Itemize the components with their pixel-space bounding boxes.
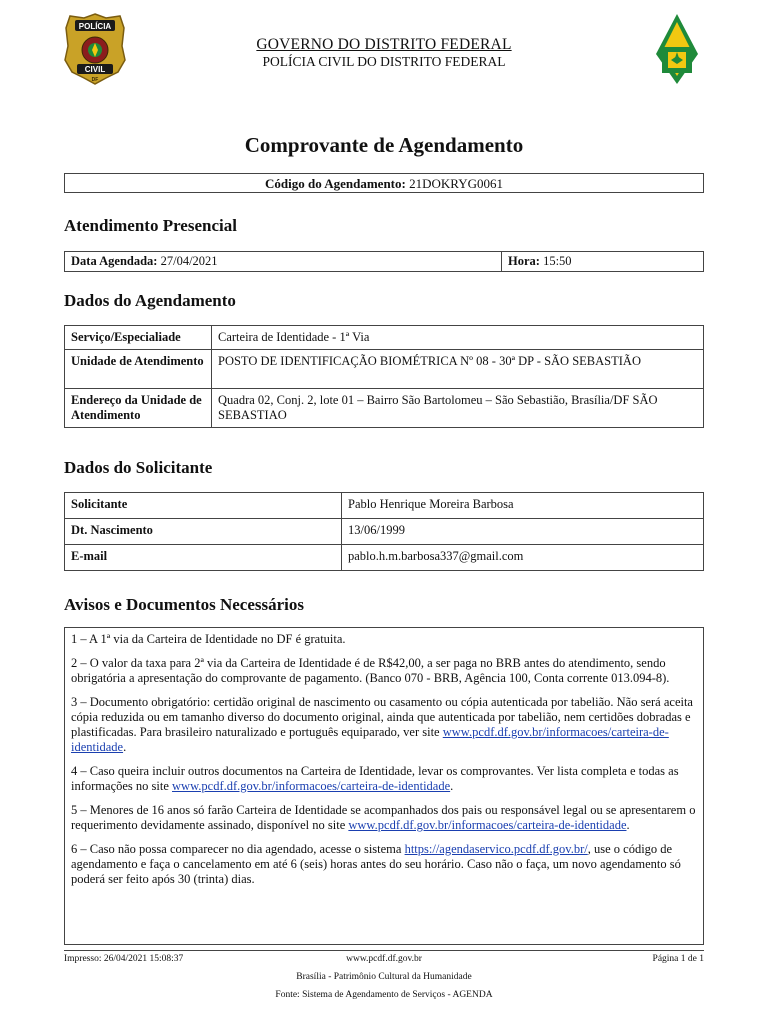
government-title: GOVERNO DO DISTRITO FEDERAL (256, 36, 512, 53)
page-title: Comprovante de Agendamento (244, 133, 524, 157)
unit-value: POSTO DE IDENTIFICAÇÃO BIOMÉTRICA Nº 08 - 30ª DP - SÃO SEBASTIÃO (212, 350, 704, 389)
notice-3-link[interactable]: www.pcdf.df.gov.br/informacoes/carteira-de-identidade (71, 725, 669, 754)
badge-text-bottom: CIVIL (84, 65, 106, 74)
birthdate-label: Dt. Nascimento (65, 519, 342, 545)
notices-box (64, 627, 704, 945)
requester-label: Solicitante (65, 493, 342, 519)
date-value: 27/04/2021 (160, 254, 218, 268)
footer-heritage: Brasília - Patrimônio Cultural da Humanidade (296, 972, 472, 982)
notice-5-end: . (626, 818, 630, 832)
notice-6-end: , use o código de agendamento e faça o cancelamento em até 6 (seis) horas antes do seu horário. Caso não o faça, um novo agendamento só poderá ser feito após 30 (trinta) dias. (71, 842, 681, 886)
notice-3 (71, 695, 697, 755)
requester-table (64, 492, 704, 571)
notice-6-text: 6 – Caso não possa comparecer no dia agendado, acesse o sistema (71, 842, 405, 856)
time-label: Hora: (508, 254, 540, 268)
notice-5-link[interactable]: www.pcdf.df.gov.br/informacoes/carteira-de-identidade (348, 818, 627, 832)
notice-4-end: . (450, 779, 454, 793)
email-value: pablo.h.m.barbosa337@gmail.com (342, 545, 704, 571)
notice-6 (71, 842, 697, 887)
schedule-table (64, 251, 704, 272)
unit-label: Unidade de Atendimento (65, 350, 212, 389)
notice-4 (71, 764, 697, 794)
table-row (65, 545, 704, 571)
footer-page: Página 1 de 1 (652, 954, 704, 964)
appointment-code-box (64, 173, 704, 193)
time-value: 15:50 (543, 254, 572, 268)
table-row (65, 493, 704, 519)
section-solicitante-heading: Dados do Solicitante (64, 458, 213, 477)
badge-text-top: POLÍCIA (78, 22, 112, 31)
notice-5-text: 5 – Menores de 16 anos só farão Carteira de Identidade se acompanhados dos pais ou responsável legal ou se apresentarem o requerimento devidamente assinado, disponível no site (71, 803, 696, 832)
section-agendamento-heading: Dados do Agendamento (64, 291, 236, 310)
table-row (65, 519, 704, 545)
table-row (65, 326, 704, 350)
table-row (65, 389, 704, 428)
notice-1: 1 – A 1ª via da Carteira de Identidade no DF é gratuita. (71, 632, 346, 646)
service-label: Serviço/Especialiade (65, 326, 212, 350)
notice-3-end: . (123, 740, 127, 754)
section-avisos-heading: Avisos e Documentos Necessários (64, 595, 305, 614)
date-cell (65, 252, 502, 272)
notice-2: 2 – O valor da taxa para 2ª via da Carteira de Identidade é de R$42,00, a ser paga no BRB antes do atendimento, sendo obrigatória a apresentação do comprovante de pagamento. (Banco 070 - BRB, Agência 100, Conta corrente 013.094-8). (71, 656, 670, 685)
footer-printed: Impresso: 26/04/2021 15:08:37 (64, 954, 184, 964)
section-atendimento-heading: Atendimento Presencial (64, 216, 237, 235)
notice-4-link[interactable]: www.pcdf.df.gov.br/informacoes/carteira-de-identidade (172, 779, 451, 793)
organization-title: POLÍCIA CIVIL DO DISTRITO FEDERAL (262, 54, 506, 69)
notice-3-text: 3 – Documento obrigatório: certidão original de nascimento ou casamento ou cópia autenticada por tabelião. Não será aceita cópia reduzida ou em tamanho diverso do documento original, ainda que autenticada por tabelião, nem certidões dobradas e plastificadas. Para brasileiro naturalizado e português equiparado, ver site (71, 695, 693, 739)
notice-5 (71, 803, 697, 833)
table-row (65, 350, 704, 389)
appointment-details-table (64, 325, 704, 428)
requester-value: Pablo Henrique Moreira Barbosa (342, 493, 704, 519)
address-value: Quadra 02, Conj. 2, lote 01 – Bairro São Bartolomeu – São Sebastião, Brasília/DF SÃO SEBASTIAO (212, 389, 704, 428)
footer-divider (64, 950, 704, 951)
appointment-code-label: Código do Agendamento: (264, 176, 406, 191)
badge-text-df: DF (91, 77, 99, 83)
notice-4-text: 4 – Caso queira incluir outros documentos na Carteira de Identidade, levar os comprovantes. Ver lista completa e todas as informações no site (71, 764, 679, 793)
table-row (65, 252, 704, 272)
birthdate-value: 13/06/1999 (342, 519, 704, 545)
time-cell (502, 252, 704, 272)
appointment-code-value: 21DOKRYG0061 (409, 176, 503, 191)
footer-site: www.pcdf.df.gov.br (346, 954, 422, 964)
notice-6-link[interactable]: https://agendaservico.pcdf.df.gov.br/ (404, 842, 588, 856)
footer-source: Fonte: Sistema de Agendamento de Serviços - AGENDA (275, 990, 493, 1000)
email-label: E-mail (65, 545, 342, 571)
date-label: Data Agendada: (71, 254, 158, 268)
service-value: Carteira de Identidade - 1ª Via (212, 326, 704, 350)
address-label: Endereço da Unidade de Atendimento (65, 389, 212, 428)
